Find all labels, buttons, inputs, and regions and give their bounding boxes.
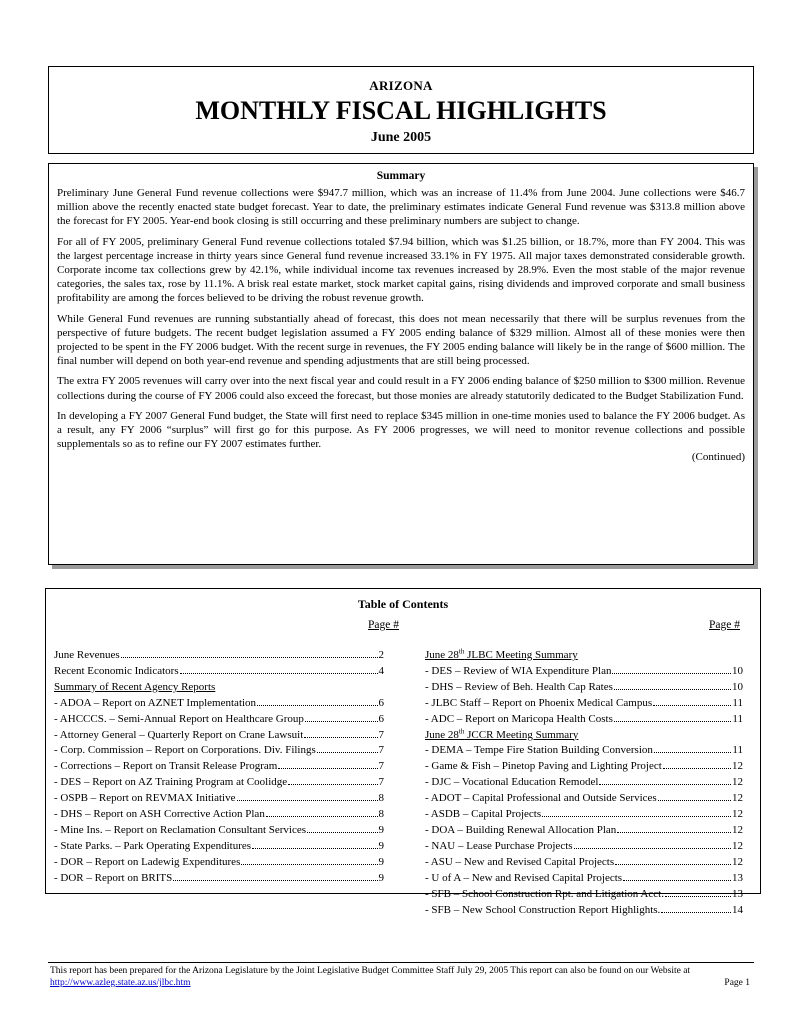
toc-entry[interactable] xyxy=(54,791,384,807)
toc-entry[interactable] xyxy=(54,775,384,791)
toc-leader-dots xyxy=(599,784,731,785)
page-number: Page 1 xyxy=(724,978,750,988)
toc-entry-title: - U of A – New and Revised Capital Projects xyxy=(425,871,623,884)
toc-page-header-left: Page # xyxy=(368,619,399,631)
website-link[interactable]: http://www.azleg.state.az.us/jlbc.htm xyxy=(50,978,191,988)
toc-entry[interactable] xyxy=(425,775,743,791)
toc-entry[interactable] xyxy=(425,823,743,839)
toc-entry[interactable] xyxy=(425,743,743,759)
toc-entry-page: 12 xyxy=(732,776,743,789)
toc-section-jlbc-meeting-date: June 28 xyxy=(425,649,459,661)
toc-entry[interactable] xyxy=(425,887,743,903)
toc-entry-page: 2 xyxy=(378,649,384,661)
summary-title: Summary xyxy=(376,170,426,182)
toc-page-header-right: Page # xyxy=(709,619,740,631)
toc-entry[interactable] xyxy=(425,871,743,887)
toc-entry-page: 11 xyxy=(732,696,743,709)
toc-entry-page: 12 xyxy=(732,792,743,805)
toc-entry[interactable] xyxy=(54,728,384,744)
toc-entry[interactable] xyxy=(425,759,743,775)
toc-entry[interactable] xyxy=(54,664,384,680)
toc-leader-dots xyxy=(574,848,731,849)
toc-left-column xyxy=(54,648,384,887)
toc-entry-page: 9 xyxy=(378,871,384,884)
toc-entry[interactable] xyxy=(54,807,384,823)
toc-entry[interactable] xyxy=(425,791,743,807)
toc-entry-title: - DHS – Report on ASH Corrective Action Plan xyxy=(54,808,265,821)
toc-entry-title: - DOA – Building Renewal Allocation Plan xyxy=(425,823,617,836)
masthead xyxy=(48,66,754,154)
state-label: ARIZONA xyxy=(369,78,433,93)
toc-entry-title: - ADOT – Capital Professional and Outside Services xyxy=(425,792,657,805)
summary-box xyxy=(48,163,754,565)
report-title: MONTHLY FISCAL HIGHLIGHTS xyxy=(195,96,607,125)
toc-entry-title: - JLBC Staff – Report on Phoenix Medical Campus xyxy=(425,696,653,709)
toc-leader-dots xyxy=(612,673,731,674)
toc-entry[interactable] xyxy=(54,839,384,855)
toc-entry-title: - Mine Ins. – Report on Reclamation Consultant Services xyxy=(54,823,307,836)
toc-leader-dots xyxy=(654,752,732,753)
toc-entry-title: - DJC – Vocational Education Remodel xyxy=(425,776,599,789)
toc-entry-page: 12 xyxy=(732,839,743,852)
toc-leader-dots xyxy=(658,800,731,801)
toc-section-jccr-meeting xyxy=(425,728,743,744)
toc-entry-page: 10 xyxy=(732,680,743,693)
toc-leader-dots xyxy=(615,864,731,865)
toc-entry[interactable] xyxy=(425,696,743,712)
toc-entry-title: - ASU – New and Revised Capital Projects xyxy=(425,855,615,868)
summary-paragraph: The extra FY 2005 revenues will carry over into the next fiscal year and could result in a FY 2006 ending balance of $250 million to $300 million. Revenue collections during the course of FY 2006 could also exceed the forecast, but those monies are already statutorily dedicated to the Budget Stabilization Fund. xyxy=(57,375,745,402)
toc-entry-page: 9 xyxy=(378,823,384,836)
toc-entry-title: - Corrections – Report on Transit Release Program xyxy=(54,760,278,773)
toc-entry[interactable] xyxy=(54,855,384,871)
toc-leader-dots xyxy=(278,768,377,769)
toc-entry-page: 8 xyxy=(378,808,384,821)
toc-entry-title: June Revenues xyxy=(54,649,120,661)
toc-section-jccr-meeting-text: JCCR Meeting Summary xyxy=(464,728,579,741)
toc-entry[interactable] xyxy=(54,871,384,887)
toc-entry-title: - NAU – Lease Purchase Projects xyxy=(425,839,573,852)
toc-section-jccr-meeting-ordinal: th xyxy=(458,726,465,735)
toc-entry-title: - State Parks. – Park Operating Expenditures xyxy=(54,839,252,852)
toc-leader-dots xyxy=(180,673,378,674)
toc-entry-page: 9 xyxy=(378,839,384,852)
toc-leader-dots xyxy=(266,816,378,817)
toc-entry-title: - ADOA – Report on AZNET Implementation xyxy=(54,696,257,709)
toc-entry-title: - DES – Review of WIA Expenditure Plan xyxy=(425,664,612,677)
summary-paragraph: In developing a FY 2007 General Fund budget, the State will first need to replace $345 million in one-time monies used to balance the FY 2006 budget. As a result, any FY 2006 “surplus” will first go for this purpose. As FY 2006 progresses, we will need to monitor revenue collections and possible supplementals so as to refine our FY 2007 estimates further. xyxy=(57,409,745,451)
toc-entry[interactable] xyxy=(54,823,384,839)
toc-entry[interactable] xyxy=(425,680,743,696)
toc-leader-dots xyxy=(237,800,378,801)
summary-paragraph: Preliminary June General Fund revenue collections were $947.7 million, which was an increase of 11.4% from June 2004. June collections were $46.7 million above the recently enacted state budget forecast. Year to date, the preliminary estimates indicate General Fund revenue was $313.8 million above the forecast for FY 2005. Year-end book closing is still occurring and these preliminary numbers are subject to change. xyxy=(57,187,745,228)
toc-entry-page: 6 xyxy=(378,696,384,709)
toc-entry-title: Recent Economic Indicators xyxy=(54,664,179,677)
toc-entry[interactable] xyxy=(425,712,743,728)
toc-leader-dots xyxy=(121,657,378,658)
toc-entry-page: 12 xyxy=(732,808,743,821)
toc-section-agency-reports: Summary of Recent Agency Reports xyxy=(54,680,216,693)
toc-leader-dots xyxy=(663,768,731,769)
toc-entry-page: 8 xyxy=(378,792,384,805)
toc-leader-dots xyxy=(614,721,732,722)
toc-entry-title: - DHS – Review of Beh. Health Cap Rates xyxy=(425,680,613,693)
toc-entry-page: 7 xyxy=(378,728,384,741)
continued-note: (Continued) xyxy=(691,451,745,464)
toc-entry-title: - SFB – School Construction Rpt. and Litigation Acct. xyxy=(425,887,664,900)
toc-entry-page: 10 xyxy=(732,664,743,677)
footer-note: This report has been prepared for the Arizona Legislature by the Joint Legislative Budget Committee Staff July 29, 2005 This report can also be found on our Website at xyxy=(50,966,691,976)
toc-entry-title: - Corp. Commission – Report on Corporations. Div. Filings xyxy=(54,744,316,757)
toc-leader-dots xyxy=(614,689,731,690)
toc-entry-title: - DOR – Report on BRITS xyxy=(54,871,173,884)
toc-leader-dots xyxy=(317,752,378,753)
toc-entry-page: 6 xyxy=(378,712,384,725)
toc-entry[interactable] xyxy=(425,807,743,823)
toc-right-column xyxy=(425,648,743,918)
toc-entry[interactable] xyxy=(425,903,743,919)
toc-entry-page: 9 xyxy=(378,855,384,868)
toc-entry[interactable] xyxy=(54,648,384,664)
toc-section-jlbc-meeting xyxy=(425,648,743,664)
report-month: June 2005 xyxy=(370,130,432,145)
summary-paragraph: For all of FY 2005, preliminary General Fund revenue collections totaled $7.94 billion, which was $1.25 billion, or 18.7%, more than FY 2004. This was the largest percentage increase in thirty years since General fund revenue increased 33.1% in FY 1975. All major taxes demonstrated considerable growth. Corporate income tax collections grew by 42.1%, while individual income tax revenues increased by 28.9%. Even the most stable of the major revenue categories, the sales tax, rose by 11.1%. A brisk real estate market, stock market capital gains, rising dividends and improved corporate and small business profitability are among the forces believed to be driving the robust revenue growth. xyxy=(57,235,745,305)
footer xyxy=(50,965,752,989)
toc-entry-page: 13 xyxy=(732,871,743,884)
toc-entry-page: 7 xyxy=(378,744,384,757)
toc-title: Table of Contents xyxy=(357,597,449,611)
toc-entry-title: - Game & Fish – Pinetop Paving and Lighting Project xyxy=(425,760,662,773)
toc-entry-page: 7 xyxy=(378,760,384,773)
toc-leader-dots xyxy=(617,832,731,833)
table-of-contents xyxy=(45,588,761,916)
toc-entry[interactable] xyxy=(54,712,384,728)
toc-entry-page: 7 xyxy=(378,776,384,789)
toc-entry-title: - SFB – New School Construction Report Highlights. xyxy=(425,903,661,916)
toc-leader-dots xyxy=(305,721,378,722)
toc-entry-title: - Attorney General – Quarterly Report on Crane Lawsuit xyxy=(54,728,304,741)
toc-leader-dots xyxy=(241,864,377,865)
toc-entry-page: 13 xyxy=(732,887,743,900)
toc-entry[interactable] xyxy=(54,759,384,775)
toc-section-jccr-meeting-date: June 28 xyxy=(425,728,459,741)
toc-section-jlbc-meeting-text: JLBC Meeting Summary xyxy=(464,649,578,661)
toc-entry-page: 14 xyxy=(732,903,743,916)
toc-entry-page: 11 xyxy=(732,744,743,757)
toc-entry-title: - AHCCCS. – Semi-Annual Report on Healthcare Group xyxy=(54,712,304,725)
toc-entry-page: 12 xyxy=(732,823,743,836)
toc-leader-dots xyxy=(661,912,731,913)
toc-entry-title: - DEMA – Tempe Fire Station Building Conversion xyxy=(425,744,653,757)
toc-entry-title: - ASDB – Capital Projects xyxy=(425,808,542,821)
toc-entry-title: - ADC – Report on Maricopa Health Costs xyxy=(425,712,613,725)
toc-leader-dots xyxy=(542,816,731,817)
toc-entry[interactable] xyxy=(425,839,743,855)
toc-leader-dots xyxy=(307,832,377,833)
toc-entry[interactable] xyxy=(425,664,743,680)
toc-entry[interactable] xyxy=(425,855,743,871)
toc-entry-title: - DOR – Report on Ladewig Expenditures xyxy=(54,855,241,868)
toc-leader-dots xyxy=(252,848,377,849)
toc-leader-dots xyxy=(653,705,731,706)
toc-entry-page: 12 xyxy=(732,855,743,868)
toc-section-jlbc-meeting-ordinal: th xyxy=(458,647,465,656)
toc-entry-title: - DES – Report on AZ Training Program at Coolidge xyxy=(54,776,288,789)
toc-leader-dots xyxy=(173,880,377,881)
toc-leader-dots xyxy=(288,784,377,785)
toc-leader-dots xyxy=(257,705,377,706)
footer-divider xyxy=(48,962,754,963)
toc-entry[interactable] xyxy=(54,743,384,759)
toc-entry[interactable] xyxy=(54,696,384,712)
toc-entry-page: 11 xyxy=(732,712,743,725)
summary-paragraph: While General Fund revenues are running substantially ahead of forecast, this does not mean necessarily that there will be surplus revenues from the perspective of future budgets. The recent budget legislation assumed a FY 2005 ending balance of $329 million. Almost all of these monies were then projected to be spent in the FY 2006 budget. With the recent surge in revenues, the FY 2005 ending balance will likely be in the range of $600 million. The final number will depend on both year-end revenue and spending adjustments that are still being processed. xyxy=(57,312,745,368)
toc-entry-title: - OSPB – Report on REVMAX Initiative xyxy=(54,792,236,805)
toc-leader-dots xyxy=(304,737,377,738)
toc-leader-dots xyxy=(665,896,731,897)
toc-leader-dots xyxy=(623,880,731,881)
toc-entry-page: 4 xyxy=(378,664,384,677)
toc-entry-page: 12 xyxy=(732,760,743,773)
